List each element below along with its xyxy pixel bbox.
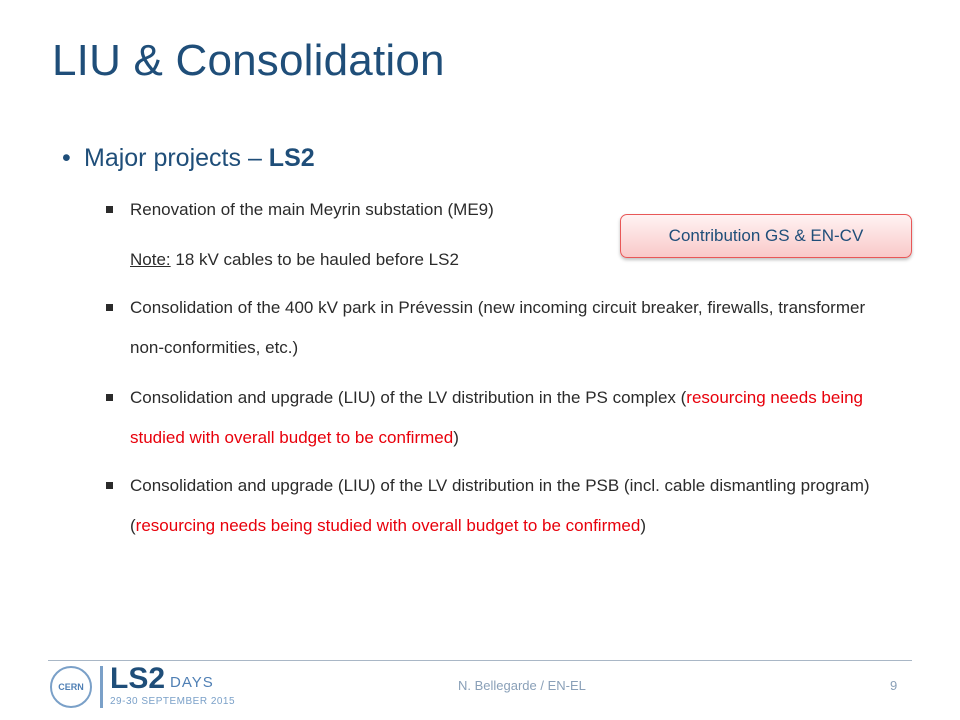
footer-divider — [48, 660, 912, 661]
square-bullet-icon — [106, 206, 113, 213]
level1-bullet — [62, 144, 315, 173]
item-text: Renovation of the main Meyrin substation (ME9) — [130, 200, 494, 219]
heading-bold: LS2 — [268, 144, 315, 172]
red-note: resourcing needs being studied with overall budget to be confirmed — [130, 388, 864, 447]
item-text: Consolidation of the 400 kV park in Prévessin (new incoming circuit breaker, firewalls, transformer non-conformities, etc.) — [130, 298, 866, 357]
page-number: 9 — [890, 678, 898, 693]
bullet-dot: • — [62, 144, 71, 172]
note-label: Note: — [130, 250, 171, 269]
list-item-psb — [106, 466, 886, 546]
note-text: 18 kV cables to be hauled before LS2 — [170, 250, 459, 269]
contribution-badge: Contribution GS & EN-CV — [620, 214, 912, 258]
list-item-400kv — [106, 288, 886, 368]
square-bullet-icon — [106, 394, 113, 401]
ls2-logo-days: DAYS — [170, 674, 214, 691]
slide-title: LIU & Consolidation — [52, 36, 445, 85]
square-bullet-icon — [106, 304, 113, 311]
heading-prefix: Major projects – — [84, 144, 269, 172]
note-line — [130, 246, 459, 274]
ls2-logo-text: LS2 — [110, 662, 166, 695]
square-bullet-icon — [106, 482, 113, 489]
ls2-logo-date: 29-30 SEPTEMBER 2015 — [110, 696, 236, 707]
cern-logo-icon: CERN — [50, 666, 92, 708]
footer-author: N. Bellegarde / EN-EL — [458, 678, 586, 693]
logo-separator — [100, 666, 103, 708]
red-note: resourcing needs being studied with overall budget to be confirmed — [135, 516, 641, 535]
list-item-ps-complex — [106, 378, 886, 458]
item-text: Consolidation and upgrade (LIU) of the LV distribution in the PS complex (resourcing needs being studied with overall budget to be confirmed) — [130, 388, 864, 447]
item-text: Consolidation and upgrade (LIU) of the LV distribution in the PSB (incl. cable dismantling program) (resourcing needs being studied with overall budget to be confirmed) — [130, 476, 870, 535]
